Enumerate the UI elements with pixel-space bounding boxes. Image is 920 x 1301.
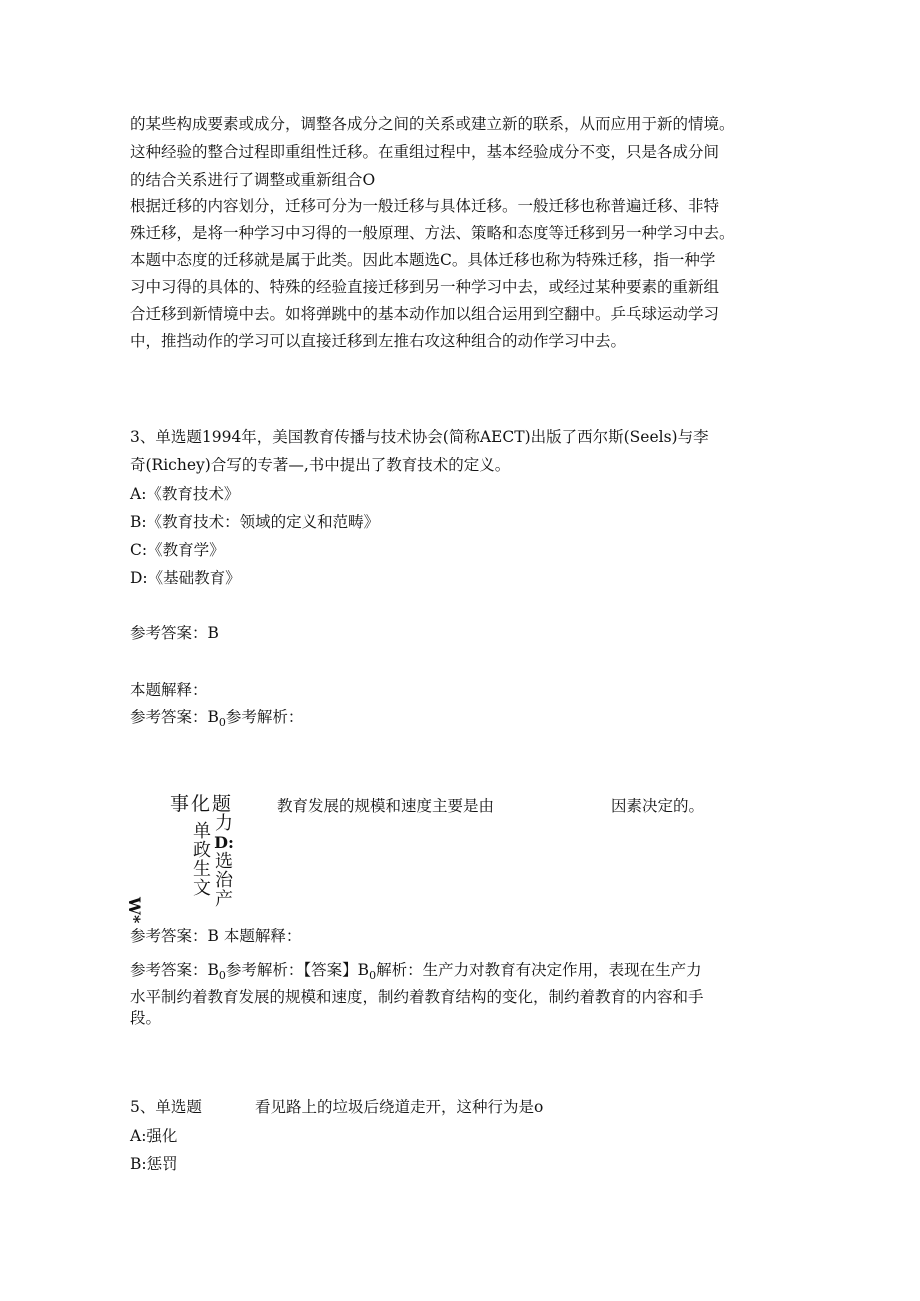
explain-line: 段。 — [130, 1009, 162, 1027]
option-c: C:《教育学》 — [130, 541, 225, 559]
text-line: 本题中态度的迁移就是属于此类。因此本题选C。具体迁移也称为特殊迁移，指一种学 — [130, 251, 716, 269]
text-line: 的结合关系进行了调整或重新组合O — [130, 171, 376, 189]
text-line: 合迁移到新情境中去。如将弹跳中的基本动作加以组合运用到空翻中。乒乓球运动学习 — [130, 305, 720, 323]
question-stem: 奇(Richey)合写的专著—,书中提出了教育技术的定义。 — [130, 456, 511, 474]
option-b: B:惩罚 — [130, 1155, 178, 1173]
text-line: 习中习得的具体的、特殊的经验直接迁移到另一种学习中去，或经过某种要素的重新组 — [130, 278, 720, 296]
text-line: 殊迁移，是将一种学习中习得的一般原理、方法、策略和态度等迁移到另一种学习中去。 — [130, 224, 735, 242]
question-stem: 看见路上的垃圾后绕道走开，这种行为是o — [255, 1098, 544, 1116]
answer-line: 参考答案：B 本题解释： — [130, 927, 302, 945]
garbled-heading: 事化题 — [170, 793, 234, 815]
explain-label: 本题解释： — [130, 681, 208, 699]
option-a: A:强化 — [130, 1127, 178, 1145]
text-line: 根据迁移的内容划分，迁移可分为一般迁移与具体迁移。一般迁移也称普遍迁移、非特 — [130, 197, 720, 215]
explain-line: 水平制约着教育发展的规模和速度，制约着教育结构的变化，制约着教育的内容和手 — [130, 988, 704, 1006]
rotated-mark: W* — [125, 897, 144, 924]
text-line: 这种经验的整合过程即重组性迁移。在重组过程中，基本经验成分不变，只是各成分间 — [130, 143, 720, 161]
vertical-text-column: 力 D: 选 治 产 — [214, 813, 234, 910]
option-b: B:《教育技术：领域的定义和范畴》 — [130, 513, 380, 531]
option-d: D:《基础教育》 — [130, 569, 241, 587]
option-a: A:《教育技术》 — [130, 485, 240, 503]
question-stem-end: 因素决定的。 — [611, 797, 705, 815]
vertical-text-column: 单 政 生 文 — [193, 821, 211, 899]
text-line: 中，推挡动作的学习可以直接迁移到左推右攻这种组合的动作学习中去。 — [130, 332, 627, 350]
text-line: 的某些构成要素或成分，调整各成分之间的关系或建立新的联系，从而应用于新的情境。 — [130, 115, 735, 133]
question-stem: 3、单选题1994年，美国教育传播与技术协会(简称AECT)出版了西尔斯(Seels)与李 — [130, 428, 709, 446]
explain-line: 参考答案：$B_0$参考解析：【答案】$B_0$解析：生产力对教育有决定作用，表现在生产力 — [130, 961, 702, 982]
question-stem: 教育发展的规模和速度主要是由 — [277, 797, 495, 815]
question-label: 5、单选题 — [130, 1098, 202, 1116]
answer-line: 参考答案：B — [130, 624, 219, 642]
explain-line: 参考答案：$B_0$参考解析： — [130, 708, 304, 729]
